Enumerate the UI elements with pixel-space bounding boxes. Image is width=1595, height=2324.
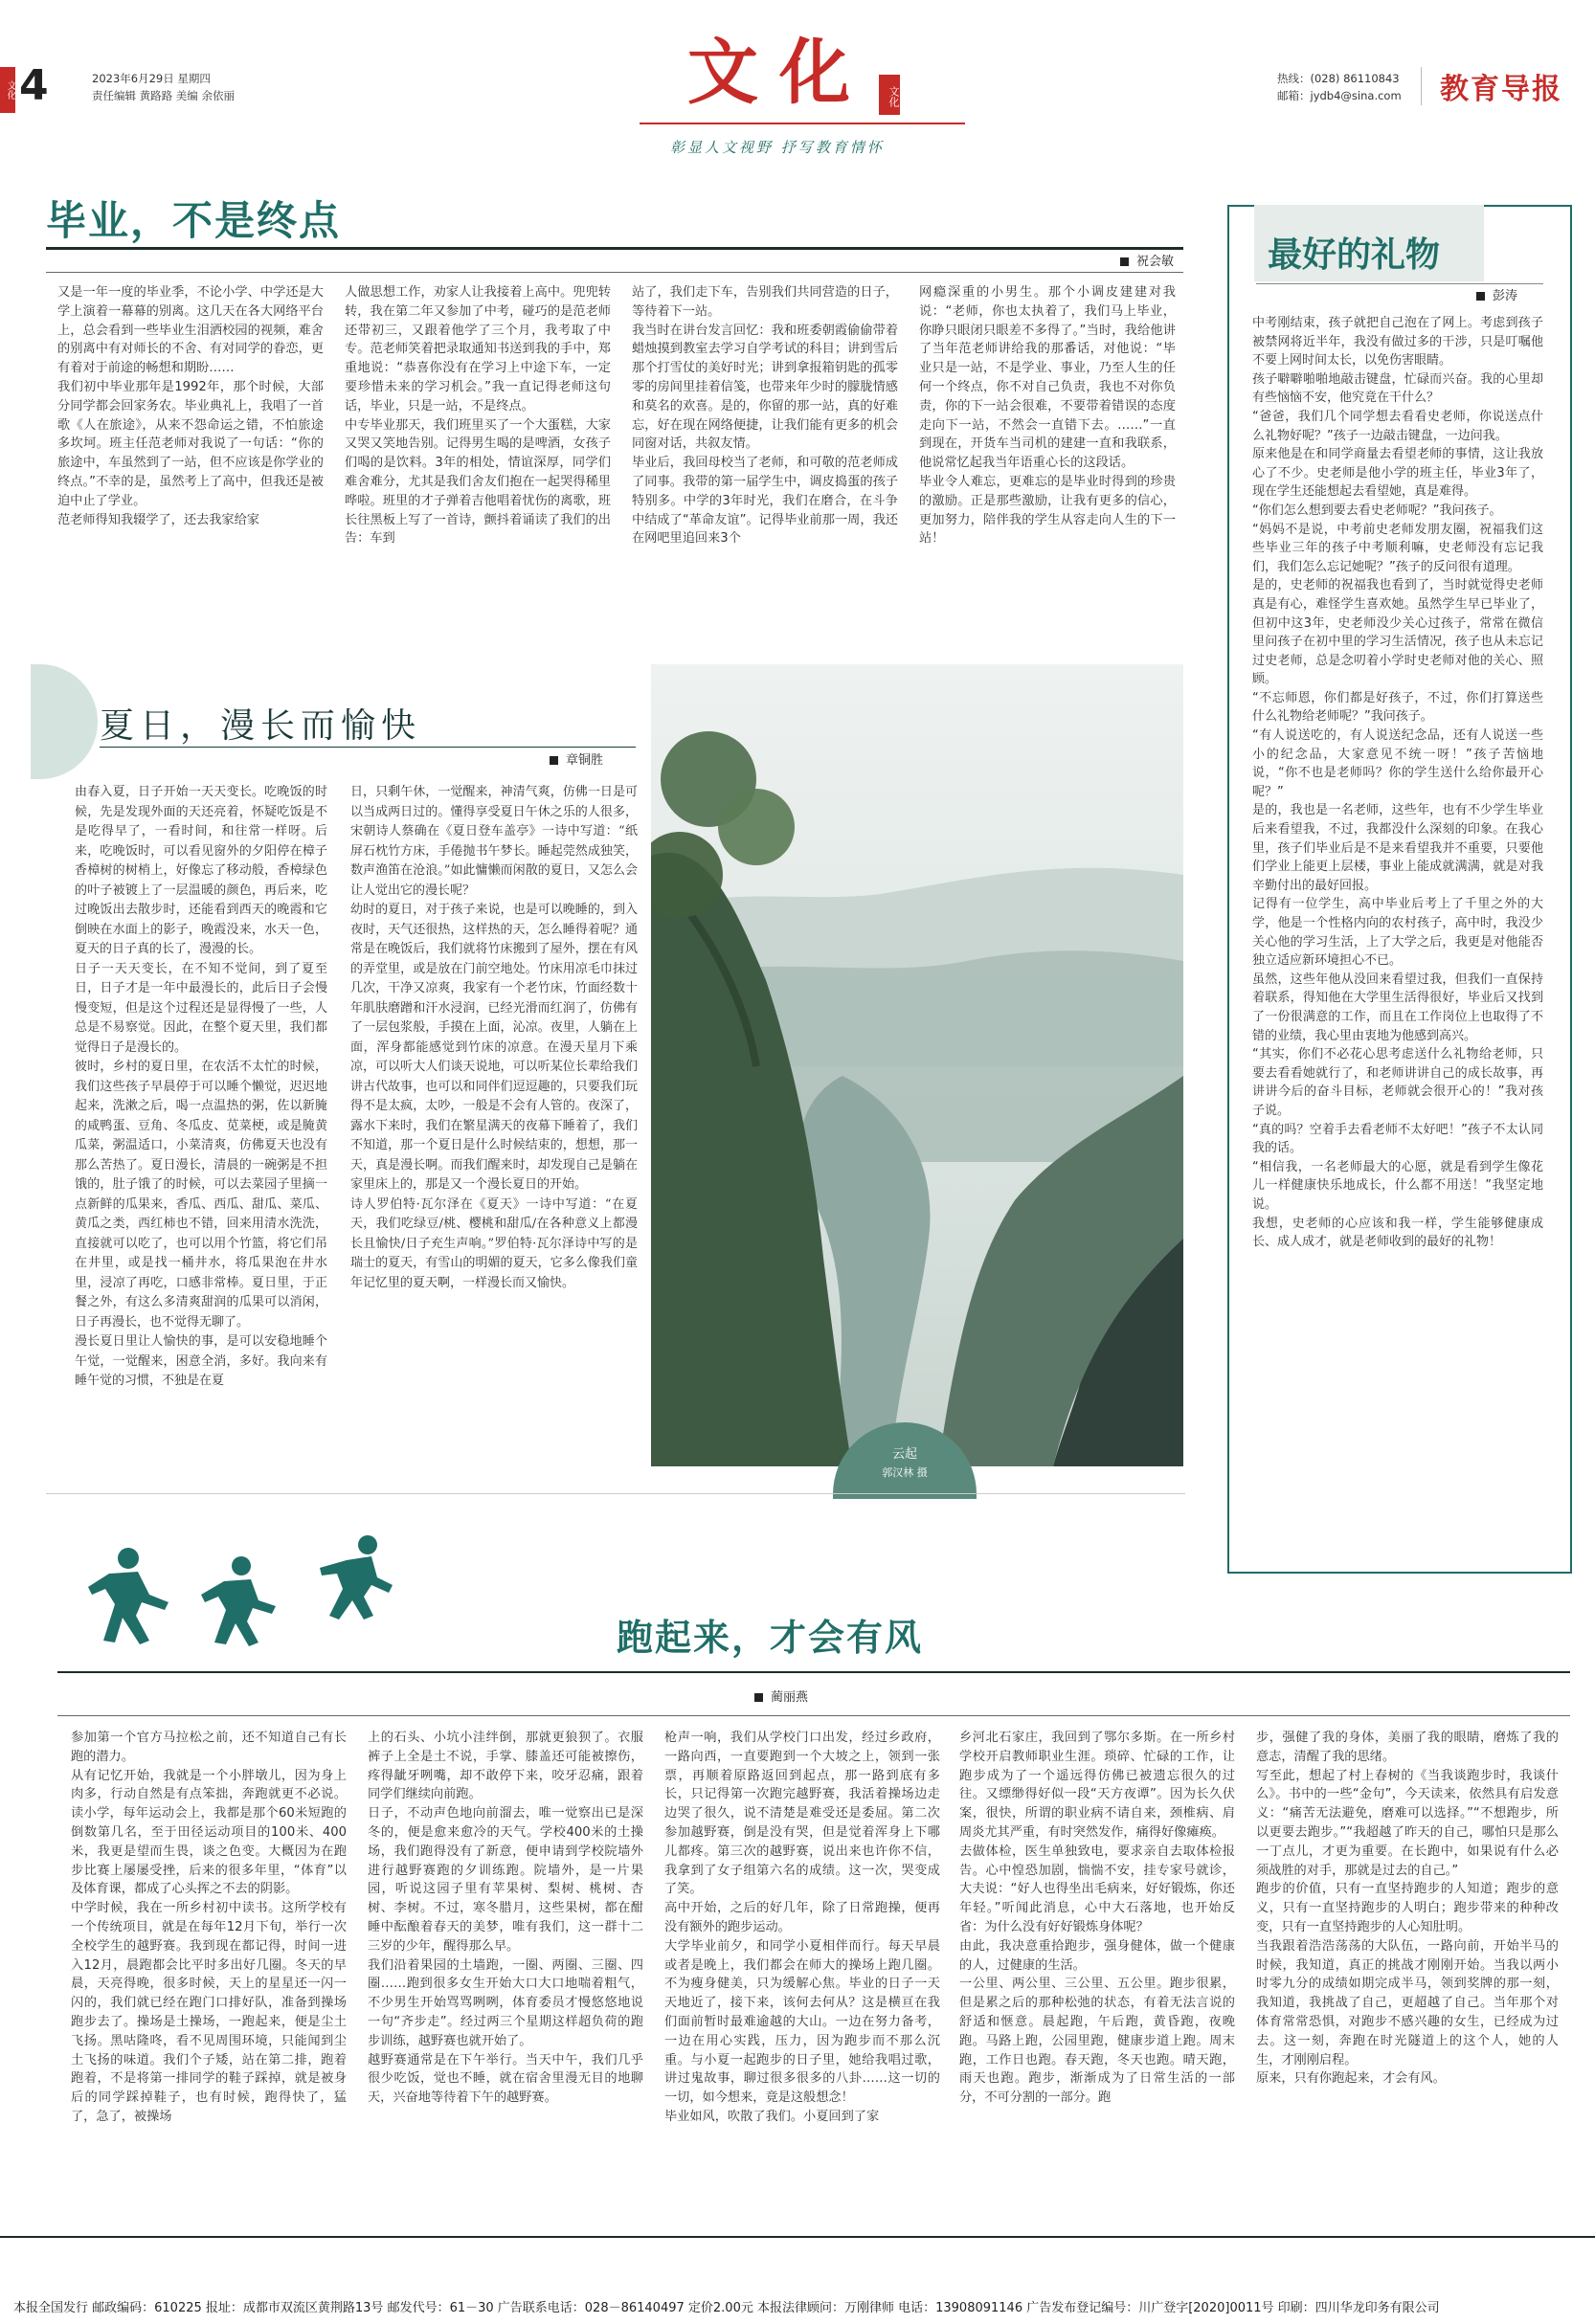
photo-credit: 郭汉林 摄 [882, 1466, 928, 1479]
article4-title: 跑起来，才会有风 [617, 1617, 924, 1659]
article4-col4: 乡河北石家庄，我回到了鄂尔多斯。在一所乡村学校开启教师职业生涯。琐碎、忙碌的工作，让跑步成为了一个遥远得仿佛已被遗忘很久的过往。又缥缈得好似一段“天方夜谭”。因为长久伏案，很快，所谓的职业病不请自来，颈椎病、肩周炎尤其严重，有时突然发作，痛得好像瘫痪。 去做体检，医生单独致电，要求亲自去取体检报告。心中惶恐加剧，惴惴不安，挂专家号就诊，大夫说：“好人也得坐出毛病来，好好锻炼，你还年轻。”听闻此消息，心中大石落地，也开始反省：为什么没有好好锻炼身体呢？ 由此，我决意重拾跑步，强身健体，做一个健康的人，过健康的生活。 一公里、两公里、三公里、五公里。跑步很累，但是累之后的那种松弛的状态，有着无法言说的舒适和惬意。晨起跑，午后跑，黄昏跑，夜晚跑。马路上跑，公园里跑，健康步道上跑。周末跑，工作日也跑。春天跑，冬天也跑。晴天跑，雨天也跑。跑步，渐渐成为了日常生活的一部分，不可分割的一部分。跑 [959, 1731, 1235, 2106]
page-number-badge [0, 61, 49, 113]
article1-col4: 网瘾深重的小男生。那个小调皮建建对我说：“老师，你也太执着了，我们马上毕业，你睁只眼闭只眼差不多得了。”当时，我给他讲了当年范老师讲给我的那番话，对他说：“毕业只是一站，不是学业、事业，乃至人生的任何一个终点，你不对自己负责，我也不对你负责，你的下一站会很难，不要带着错误的态度走向下一站，不然会一直错下去。……”一直到现在，开货车当司机的建建一直和我联系，他说常忆起我当年语重心长的这段话。 毕业令人难忘，更难忘的是毕业时得到的珍贵的激励。正是那些激励，让我有更多的信心，更加努力，陪伴我的学生从容走向人生的下一站！ [919, 285, 1176, 547]
article1-col3: 站了，我们走下车，告别我们共同营造的日子，等待着下一站。 我当时在讲台发言回忆：我和班委朝霞偷偷带着蜡烛摸到教室去学习自学考试的科目；讲到雪后那个打雪仗的美好时光；讲到拿报箱钥匙的孤零零的房间里挂着信笺，也带来年少时的朦胧情感和莫名的欢喜。是的，你留的那一站，真的好难忘，好在现在网络便捷，让我们能有更多的机会同窗对话，共叙友情。 毕业后，我回母校当了老师，和可敬的范老师成了同事。我带的第一届学生中，调皮捣蛋的孩子特别多。中学的3年时光，我们在磨合，在斗争中结成了“革命友谊”。记得毕业前那一周，我还在网吧里追回来3个 [632, 285, 898, 547]
article3-col1: 由春入夏，日子开始一天天变长。吃晚饭的时候，先是发现外面的天还亮着，怀疑吃饭是不是吃得早了，一看时间，和往常一样呀。后来，吃晚饭时，可以看见窗外的夕阳停在樟子香樟树的树梢上，好像忘了移动般，香樟绿色的叶子被镀上了一层温暖的颜色，再后来，吃过晚饭出去散步时，还能看到西天的晚霞和它倒映在水面上的影子，晚霞没来，水天一色，夏天的日子真的长了，漫漫的长。 日子一天天变长，在不知不觉间，到了夏至日，日子才是一年中最漫长的，此后日子会慢慢变短，但是这个过程还是显得慢了一些，人总是不易察觉。因此，在整个夏天里，我们都觉得日子是漫长的。 彼时，乡村的夏日里，在农活不太忙的时候，我们这些孩子早晨停于可以睡个懒觉，迟迟地起来，洗漱之后，喝一点温热的粥，佐以新腌的咸鸭蛋、豆角、冬瓜皮、苋菜梗，或是腌黄瓜菜，粥温适口，小菜清爽，仿佛夏天也没有那么苦热了。夏日漫长，清晨的一碗粥是不担饿的，肚子饿了的时候，可以去菜园子里摘一点新鲜的瓜果来，香瓜、西瓜、甜瓜、菜瓜、黄瓜之类，西红柿也不错，回来用清水洗洗，直接就可以吃了，也可以用个竹篮，将它们吊在井里，或是找一桶井水，将瓜果泡在井水里，浸凉了再吃，口感非常棒。夏日里，于正餐之外，有这么多清爽甜润的瓜果可以消闲，日子再漫长，也不觉得无聊了。 漫长夏日里让人愉快的事，是可以安稳地睡个午觉，一觉醒来，困意全消，多好。我向来有睡午觉的习惯，不独是在夏 [75, 785, 327, 1388]
editors-credit: 责任编辑 黄路路 美编 余依丽 [92, 89, 235, 102]
article2-author: 彭涛 [1476, 285, 1517, 303]
article3-leaf-decoration [31, 664, 98, 779]
article2-box [1227, 205, 1572, 1574]
article2-title: 最好的礼物 [1268, 235, 1441, 275]
article2-body: 中考刚结束，孩子就把自己泡在了网上。考虑到孩子被禁网将近半年，我没有做过多的干涉，只是叮嘱他不要上网时间太长，以免伤害眼睛。 孩子噼噼啪啪地敲击键盘，忙碌而兴奋。我的心里却有些恼恼不安，他究竟在干什么？ “爸爸，我们几个同学想去看看史老师，你说送点什么礼物好呢？”孩子一边敲击键盘，一边问我。 原来他是在和同学商量去看望老师的事情，这让我放心了不少。史老师是他小学的班主任，毕业3年了，现在学生还能想起去看望她，真是难得。 “你们怎么想到要去看史老师呢？”我问孩子。 “妈妈不是说，中考前史老师发朋友圈，祝福我们这些毕业三年的孩子中考顺利嘛，史老师没有忘记我们，我们怎么忘记她呢？”孩子的反问很有道理。 是的，史老师的祝福我也看到了，当时就觉得史老师真是有心，难怪学生喜欢她。虽然学生早已毕业了，但初中这3年，史老师没少关心过孩子，常常在微信里问孩子在初中里的学习生活情况，孩子也从未忘记过史老师，总是念叨着小学时史老师对他的关心、照顾。 “不忘师恩，你们都是好孩子，不过，你们打算送些什么礼物给老师呢？”我问孩子。 “有人说送吃的，有人说送纪念品，还有人说送一些小的纪念品，大家意见不统一呀！”孩子苦恼地说，“你不也是老师吗？你的学生送什么给你最开心呢？” 是的，我也是一名老师，这些年，也有不少学生毕业后来看望我，不过，我都没什么深刻的印象。在我心里，孩子们毕业后是不是来看望我并不重要，只要他们学业上能更上层楼，事业上能成就满满，就是对我辛勤付出的最好回报。 记得有一位学生，高中毕业后考上了千里之外的大学，他是一个性格内向的农村孩子，高中时，我没少关心他的学习生活，上了大学之后，我更是对他能否独立适应新环境担心不已。 虽然，这些年他从没回来看望过我，但我们一直保持着联系，得知他在大学里生活得很好，毕业后又找到了一份很满意的工作，而且在工作岗位上也取得了不错的业绩，我心里由衷地为他感到高兴。 “其实，你们不必花心思考虑送什么礼物给老师，只要去看看她就行了，和老师讲讲自己的成长故事，再讲讲今后的奋斗目标，老师就会很开心的！”我对孩子说。 “真的吗？空着手去看老师不太好吧！”孩子不太认同我的话。 “相信我，一名老师最大的心愿，就是看到学生像花儿一样健康快乐地成长，什么都不用送！”我坚定地说。 我想，史老师的心应该和我一样，学生能够健康成长、成人成才，就是老师收到的最好的礼物！ [1252, 316, 1543, 1250]
page-frame-bottom [0, 2236, 1595, 2238]
article1-rule-sub [46, 272, 1183, 273]
article1-col2: 人做思想工作，劝家人让我接着上高中。兜兜转转，我在第二年又参加了中考，碰巧的是范老师还带初三，又跟着他学了三个月，我考取了中专。范老师笑着把录取通知书送到我的手中，郑重地说：“恭喜你没有在学习上中途下车，一定要珍惜未来的学习机会。”我一直记得老师这句话，毕业，只是一站，不是终点。 中专毕业那天，我们班里买了一个大蛋糕，大家又哭又笑地告别。记得男生喝的是啤酒，女孩子们喝的是饮料。3年的相处，情谊深厚，同学们难舍难分，尤其是我们舍友们抱在一起哭得稀里哗啦。班里的才子弹着吉他唱着忧伤的离歌，班长往黑板上写了一首诗，颤抖着诵读了我们的出告：车到 [345, 285, 611, 547]
email: 邮箱：jydb4@sina.com [1277, 89, 1402, 102]
article4-col3: 枪声一响，我们从学校门口出发，经过乡政府，一路向西，一直要跑到一个大坡之上，领到一张票，再顺着原路返回到起点，那一路到底有多长，只记得第一次跑完越野赛，我活着操场边走边哭了很久，说不清楚是难受还是委屈。第二次参加越野赛，倒是没有哭，但是觉着浑身上下哪儿都疼。第三次的越野赛，说出来也许你不信，我拿到了女子组第六名的成绩。这一次，哭变成了笑。 高中开始，之后的好几年，除了日常跑操，便再没有额外的跑步运动。 大学毕业前夕，和同学小夏相伴而行。每天早晨或者是晚上，我们都会在师大的操场上跑几圈。不为瘦身健美，只为缓解心焦。毕业的日子一天天地近了，接下来，该何去何从？这是横亘在我们面前暂时最难逾越的大山。一边在努力备考，一边在用心实践，压力，因为跑步而不那么沉重。与小夏一起跑步的日子里，她给我唱过歌，讲过鬼故事，聊过很多很多的八卦……这一切的一切，如今想来，竟是这般想念！ 毕业如风，吹散了我们。小夏回到了家 [664, 1731, 940, 2124]
section-tagline: 彰显人文视野 抒写教育情怀 [670, 139, 885, 156]
article4-col5: 步，强健了我的身体，美丽了我的眼睛，磨炼了我的意志，清醒了我的思绪。 写至此，想起了村上春树的《当我谈跑步时，我谈什么》。书中的一些“金句”，今天读来，依然具有启发意义：“痛苦无法避免，磨难可以选择。”“不想跑步，所以更要去跑步。”“我超越了昨天的自己，哪怕只是那么一丁点儿，才更为重要。在长跑中，如果说有什么必须战胜的对手，那就是过去的自己。” 跑步的价值，只有一直坚持跑步的人知道；跑步的意义，只有一直坚持跑步的人明白；跑步带来的种种改变，只有一直坚持跑步的人心知肚明。 当我跟着浩浩荡荡的大队伍，一路向前，开始半马的时候，我知道，真正的挑战才刚刚开始。当我以两小时零九分的成绩如期完成半马，领到奖牌的那一刻，我知道，我挑战了自己，更超越了自己。当年那个对体育常常恐惧，对跑步不感兴趣的女生，已经成为过去。这一刻，奔跑在时光隧道上的这个人，她的人生，才刚刚启程。 原来，只有你跑起来，才会有风。 [1256, 1731, 1559, 2087]
article3-author: 章铜胜 [550, 749, 603, 768]
section-title-underline [640, 123, 965, 124]
divider [1421, 67, 1422, 105]
landscape-photo [651, 664, 1183, 1466]
paper-name: 教育导报 [1440, 73, 1562, 106]
article4-rule-sub [57, 1715, 1570, 1716]
side-label: 文化 [0, 67, 15, 113]
article3-bottom-rule [46, 1493, 1185, 1494]
running-figures-icon [80, 1528, 396, 1652]
article2-rule [1256, 283, 1543, 284]
page-number: 4 [19, 61, 49, 110]
section-title: 文化 [687, 32, 871, 114]
article4-rule-top [57, 1671, 1570, 1673]
hotline: 热线：(028) 86110843 [1277, 72, 1400, 85]
runner-icons [80, 1528, 396, 1652]
article4-col2: 上的石头、小坑小洼绊倒，那就更狼狈了。衣服裤子上全是土不说，手掌、膝盖还可能被擦伤，疼得龇牙咧嘴，却不敢停下来，咬牙忍痛，跟着同学们继续向前跑。 日子，不动声色地向前溜去，唯一觉察出已是深冬的，便是愈来愈冷的天气。学校400米的土操场，我们跑得没有了新意，便申请到学校院墙外进行越野赛跑的夕训练跑。院墙外，是一片果园，听说这园子里有苹果树、梨树、桃树、杏树、李树。不过，寒冬腊月，这些果树，都在酣睡中酝酿着春天的美梦，唯有我们，这一群十二三岁的少年，醒得那么早。 我们沿着果园的土墙跑，一圈、两圈、三圈、四圈……跑到很多女生开始大口大口地喘着粗气，不少男生开始骂骂咧咧，体育委员才慢悠悠地说一句“齐步走”。经过两三个星期这样超负荷的跑步训练，越野赛也就开始了。 越野赛通常是在下午举行。当天中午，我们几乎很少吃饭，觉也不睡，就在宿舍里漫无目的地聊天，兴奋地等待着下午的越野赛。 [368, 1731, 643, 2106]
article3-col2: 日，只剩午休，一觉醒来，神清气爽，仿佛一日是可以当成两日过的。懂得享受夏日午休之乐的人很多，宋朝诗人蔡确在《夏日登车盖亭》一诗中写道：“纸屏石枕竹方床，手倦抛书午梦长。睡起莞然成独笑，数声渔笛在沧浪。”如此慵懒而闲散的夏日，又怎么会让人觉出它的漫长呢？ 幼时的夏日，对于孩子来说，也是可以晚睡的，到入夜时，天气还很热，这样热的天，怎么睡得着呢？通常是在晚饭后，我们就将竹床搬到了屋外，摆在有风的弄堂里，或是放在门前空地处。竹床用凉毛巾抹过几次，干净又凉爽，我家有一个老竹床，竹面经数十年肌肤磨蹭和汗水浸润，已经光滑而红润了，仿佛有了一层包浆般，手摸在上面，沁凉。夜里，人躺在上面，浑身都能感觉到竹床的凉意。在漫天星月下乘凉，可以听大人们谈天说地，可以听某位长辈给我们讲古代故事，也可以和同伴们逗逗趣的，只要我们玩得不是太疯，太吵，一般是不会有人管的。夜深了，露水下来时，我们在繁星满天的夜幕下睡着了，我们不知道，那一个夏日是什么时候结束的，想想，那一天，真是漫长啊。而我们醒来时，却发现自己是躺在家里床上的，那是又一个漫长夏日的开始。 诗人罗伯特·瓦尔泽在《夏天》一诗中写道：“在夏天，我们吃绿豆/桃、樱桃和甜瓜/在各种意义上都漫长且愉快/日子充生声响。”罗伯特·瓦尔泽诗中写的是瑞士的夏天，有雪山的明媚的夏天，它多么像我们童年记忆里的夏天啊，一样漫长而又愉快。 [350, 785, 638, 1290]
article1-title: 毕业，不是终点 [46, 197, 342, 244]
article4-author: 蔺丽燕 [754, 1687, 808, 1705]
article4-col1: 参加第一个官方马拉松之前，还不知道自己有长跑的潜力。 从有记忆开始，我就是一个小胖墩儿，因为身上肉多，行动自然是有点笨拙，奔跑就更不必说。读小学，每年运动会上，我都是那个60米短跑的倒数第几名，至于田径运动项目的100米、400米，我更是望而生畏，谈之色变。大概因为在跑步比赛上屡屡受挫，后来的很多年里，“体育”以及体育课，都成了心头挥之不去的阴影。 中学时候，我在一所乡村初中读书。这所学校有一个传统项目，就是在每年12月下旬，举行一次全校学生的越野赛。我到现在都记得，时间一进入12月，晨跑都会比平时多出好几圈。冬天的早晨，天亮得晚，很多时候，天上的星星还一闪一闪的，我们就已经在跑门口排好队，准备到操场跑步去了。操场是土操场，一跑起来，便是尘土飞扬。黑咕隆咚，看不见周围环境，只能闻到尘土飞扬的味道。我们个子矮，站在第二排，跑着跑着，不是将第一排同学的鞋子踩掉，就是被身后的同学踩掉鞋子，也有时候，跑得快了，猛了，急了，被操场 [71, 1731, 347, 2124]
photo-caption: 云起 [891, 1447, 917, 1462]
issue-date: 2023年6月29日 星期四 [92, 72, 211, 85]
article3-title: 夏日，漫长而愉快 [100, 706, 422, 746]
article1-col1: 又是一年一度的毕业季，不论小学、中学还是大学上演着一幕幕的别离。这几天在各大网络平台上，总会看到一些毕业生泪洒校园的视频，难舍的别离中有对师长的不舍、有对同学的眷恋，更有着对于前途的畅想和期盼…… 我们初中毕业那年是1992年，那个时候，大部分同学都会回家务农。毕业典礼上，我唱了一首歌《人在旅途》，从来不怨命运之错，不怕旅途多坎坷。班主任范老师对我说了一句话：“你的旅途中，车虽然到了一站，但不应该是你学业的终点。”不幸的是，虽然考上了高中，但我还是被迫中止了学业。 范老师得知我辍学了，还去我家给家 [57, 285, 324, 527]
article3-rule [100, 747, 636, 748]
article1-rule-top [46, 247, 1183, 250]
article1-author: 祝会敏 [1120, 251, 1174, 269]
footer-info: 本报全国发行 邮政编码：610225 报址：成都市双流区黄荆路13号 邮发代号：61－30 广告联系电话：028－86140497 定价2.00元 本报法律顾问：万刚律师 电话：13908091146 广告发布登记编号：川广登字[2020]0011号 印刷：四川华龙印务有限公司 [13, 2301, 1440, 2315]
section-seal: 文化 [879, 75, 900, 115]
